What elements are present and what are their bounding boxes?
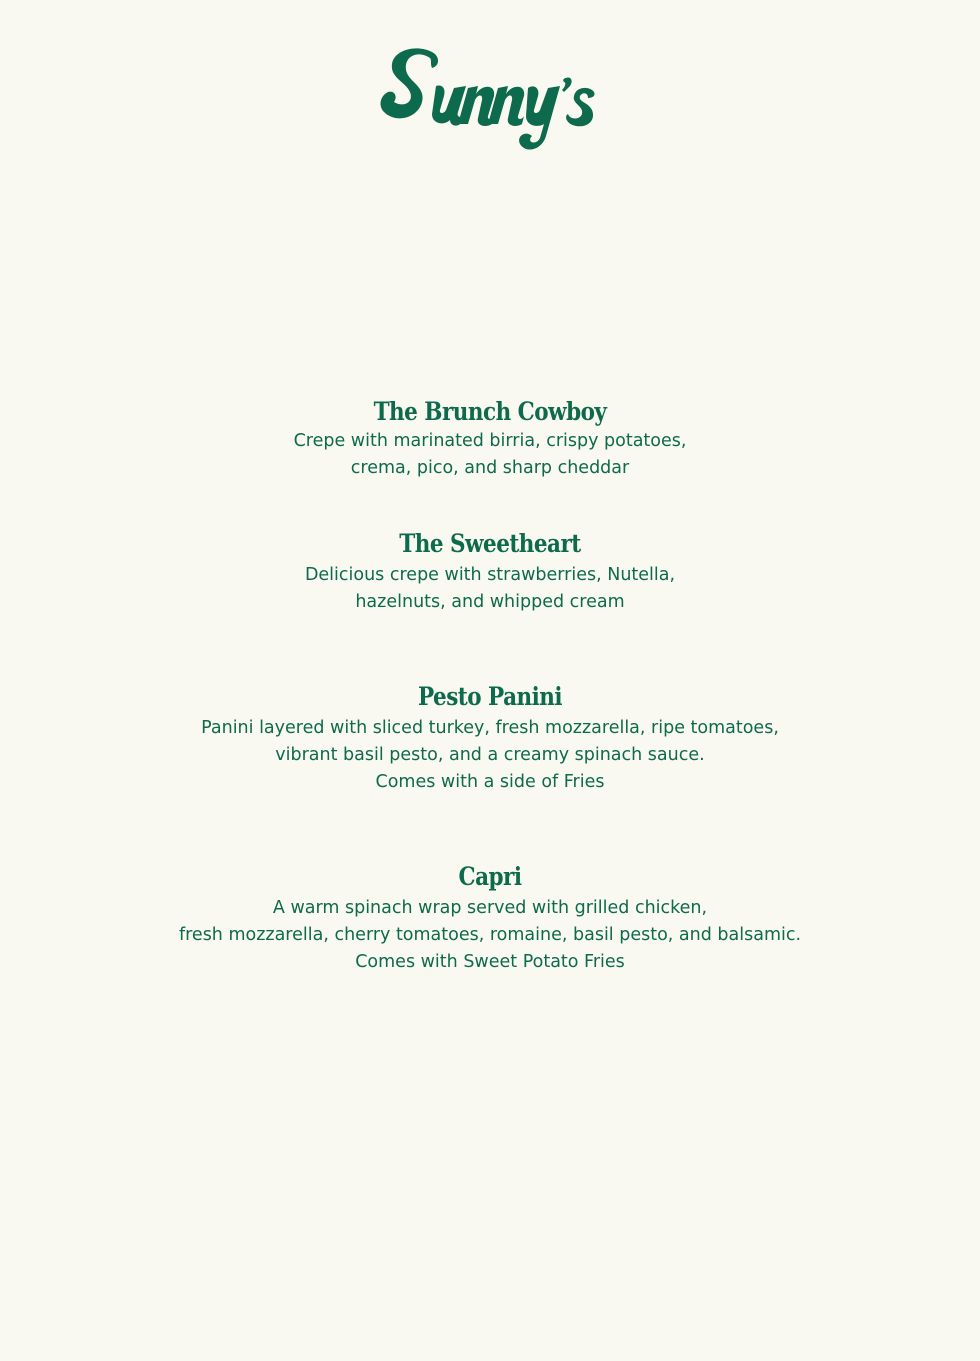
- menu-item-capri: [0, 861, 980, 976]
- description-line: vibrant basil pesto, and a creamy spinach sauce.: [275, 745, 705, 765]
- description-line: Crepe with marinated birria, crispy potatoes,: [293, 431, 687, 451]
- description-line: Delicious crepe with strawberries, Nutella,: [304, 565, 676, 585]
- description-line: hazelnuts, and whipped cream: [355, 592, 625, 612]
- menu-item-description: [0, 895, 980, 976]
- menu-item-description: [0, 562, 980, 616]
- description-line: Comes with a side of Fries: [375, 772, 605, 792]
- description-line: fresh mozzarella, cherry tomatoes, romaine, basil pesto, and balsamic.: [178, 925, 802, 945]
- menu-item-description: [0, 715, 980, 796]
- sunnys-logo-graphic: [370, 40, 610, 160]
- menu-item-brunch-cowboy: [0, 396, 980, 482]
- menu-item-sweetheart: [0, 528, 980, 616]
- menu-item-title: The Brunch Cowboy: [373, 397, 607, 426]
- menu-item-title: Pesto Panini: [417, 682, 563, 711]
- menu-item-title: The Sweetheart: [399, 529, 581, 558]
- menu-item-pesto-panini: [0, 681, 980, 796]
- description-line: Panini layered with sliced turkey, fresh mozzarella, ripe tomatoes,: [201, 718, 779, 738]
- menu-item-description: [0, 428, 980, 482]
- menu-item-title: Capri: [458, 862, 522, 891]
- sunnys-logo: [370, 40, 610, 160]
- description-line: Comes with Sweet Potato Fries: [355, 952, 625, 972]
- description-line: A warm spinach wrap served with grilled chicken,: [272, 898, 708, 918]
- description-line: crema, pico, and sharp cheddar: [350, 458, 630, 478]
